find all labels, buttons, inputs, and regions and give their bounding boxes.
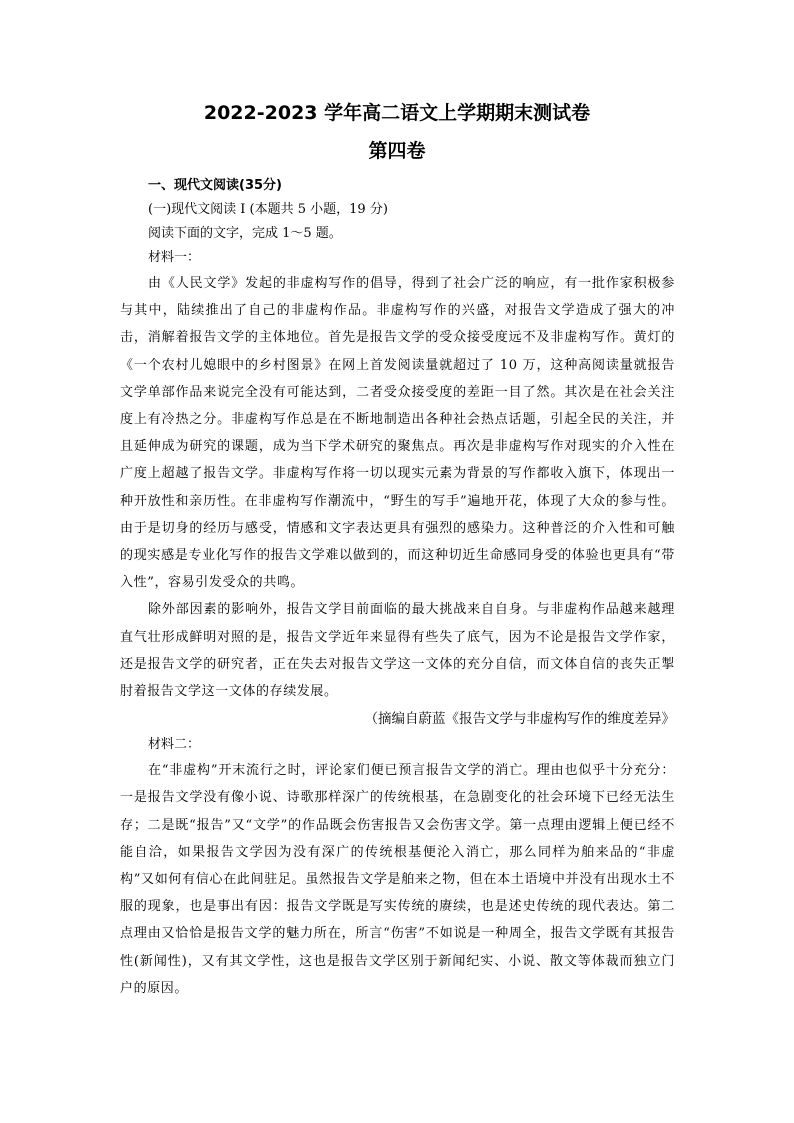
material-two-label: 材料二： <box>148 737 201 753</box>
document-body <box>120 174 675 1002</box>
reading-instruction: 阅读下面的文字，完成 1～5 题。 <box>148 226 342 241</box>
section-heading: 一、现代文阅读(35分) <box>148 178 282 193</box>
material-one-source: （摘编自蔚蓝《报告文学与非虚构写作的维度差异》 <box>364 711 675 728</box>
material-one-paragraph-1: 由《人民文学》发起的非虚构写作的倡导，得到了社会广泛的响应，有一批作家积极参与其中，陆续推出了自己的非虚构作品。非虚构写作的兴盛，对报告文学造成了强大的冲击，消解着报告文学的主体地位。首先是报告文学的受众接受度远不及非虚构写作。黄灯的《一个农村儿媳眼中的乡村图景》在网上首发阅读量就超过了 10 万，这种高阅读量就报告文学单部作品来说完全没有可能达到，二者受众接受度的差距一目了然。其次是在社会关注度上有冷热之分。非虚构写作总是在不断地制造出各种社会热点话题，引起全民的关注，并且延伸成为研究的课题，成为当下学术研究的聚焦点。再次是非虚构写作对现实的介入性在广度上超越了报告文学。非虚构写作将一切以现实元素为背景的写作都收入旗下，体现出一种开放性和亲历性。在非虚构写作潮流中，“野生的写手”遍地开花，体现了大众的参与性。由于是切身的经历与感受，情感和文字表达更具有强烈的感染力。这种普泛的介入性和可触的现实感是专业化写作的报告文学难以做到的，而这种切近生命感同身受的体验也更具有“带入性”，容易引发受众的共鸣。 <box>120 276 675 591</box>
material-one-paragraph-2: 除外部因素的影响外，报告文学目前面临的最大挑战来自自身。与非虚构作品越来越理直气壮形成鲜明对照的是，报告文学近年来显得有些失了底气，因为不论是报告文学作家，还是报告文学的研究者，正在失去对报告文学这一文体的充分自信，而文体自信的丧失正掣肘着报告文学这一文体的存续发展。 <box>120 602 675 700</box>
exam-title: 2022-2023 学年高二语文上学期期末测试卷 <box>203 102 591 124</box>
material-one-label: 材料一： <box>148 250 201 265</box>
material-two-paragraph-1: 在“非虚构”开末流行之时，评论家们便已预言报告文学的消亡。理由也似乎十分充分：一是报告文学没有像小说、诗歌那样深广的传统根基，在急剧变化的社会环境下已经无法生存；二是既“报告”又“文学”的作品既会伤害报告又会伤害文学。第一点理由逻辑上便已经不能自洽，如果报告文学因为没有深广的传统根基便沦入消亡，那么同样为舶来品的“非虚构”又如何有信心在此间驻足。虽然报告文学是舶来之物，但在本土语境中并没有出现水土不服的现象，也是事出有因：报告文学既是写实传统的赓续，也是述史传统的现代表达。第二点理由又恰恰是报告文学的魅力所在，所言“伤害”不如说是一种周全，报告文学既有其报告性(新闻性)，又有其文学性，这也是报告文学区别于新闻纪实、小说、散文等体裁而独立门户的原因。 <box>120 763 675 996</box>
section-subheading: (一)现代文阅读 I (本题共 5 小题，19 分) <box>148 202 388 217</box>
volume-title: 第四卷 <box>368 140 426 162</box>
